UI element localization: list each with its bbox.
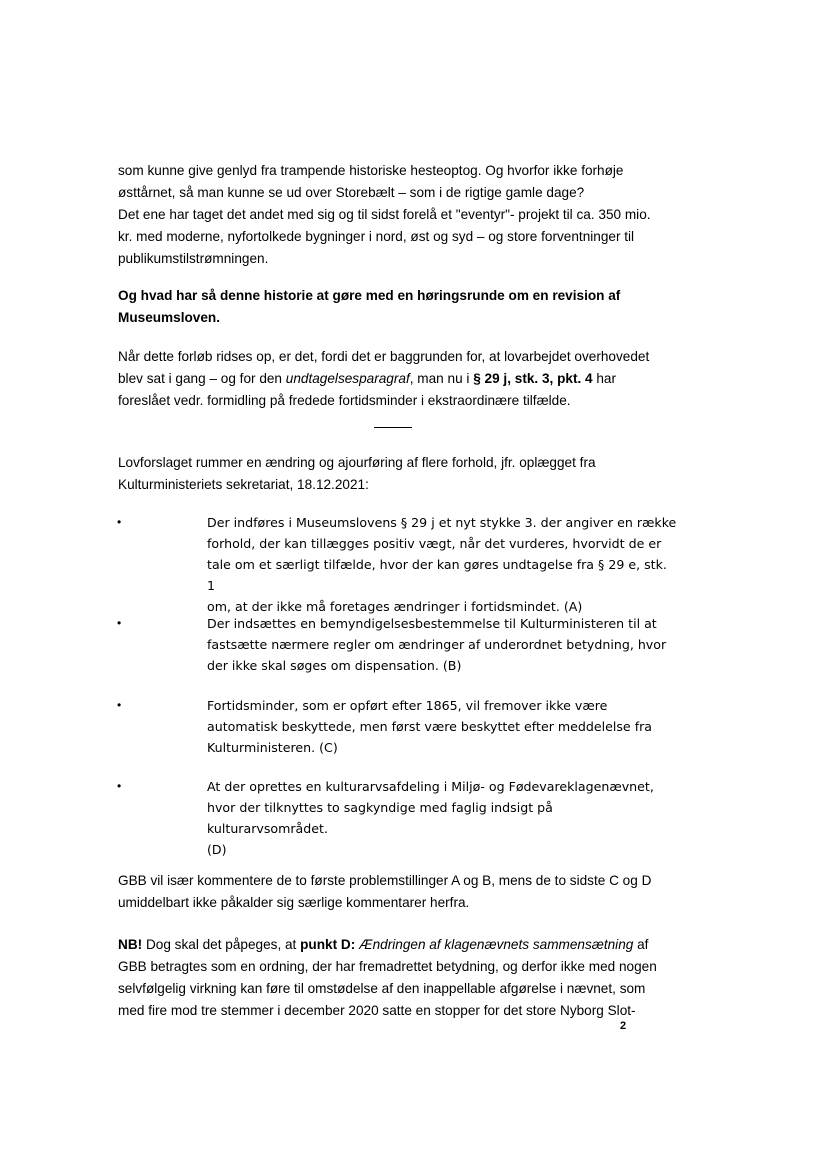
text-line: Der indføres i Museumslovens § 29 j et nyt stykke 3. der angiver en række bbox=[207, 515, 677, 530]
text-line: selvfølgelig virkning kan føre til omstødelse af den inappellable afgørelse i nævnet, som bbox=[118, 981, 646, 996]
bullet-marker: • bbox=[117, 616, 122, 630]
text-line bbox=[118, 934, 678, 956]
bullet-marker: • bbox=[117, 515, 122, 529]
text-line: umiddelbart ikke påkalder sig særlige kommentarer herfra. bbox=[118, 895, 470, 910]
heading-line: Og hvad har så denne historie at gøre med en høringsrunde om en revision af bbox=[118, 288, 621, 303]
text-line: fastsætte nærmere regler om ændringer af underordnet betydning, hvor bbox=[207, 637, 667, 652]
text-line: kr. med moderne, nyfortolkede bygninger i nord, øst og syd – og store forventninger til bbox=[118, 229, 635, 244]
text-line: forhold, der kan tillægges positiv vægt, når det vurderes, hvorvidt de er bbox=[207, 536, 662, 551]
text-line: Når dette forløb ridses op, er det, fordi det er baggrunden for, at lovarbejdet overhovedet bbox=[118, 349, 650, 364]
bullet-item-b bbox=[207, 613, 677, 676]
bullet-item-d bbox=[207, 776, 677, 860]
text-line bbox=[118, 368, 678, 390]
text-line: Lovforslaget rummer en ændring og ajourføring af flere forhold, jfr. oplægget fra bbox=[118, 455, 596, 470]
page-number: 2 bbox=[620, 1020, 627, 1032]
emphasis-text: Ændringen af klagenævnets sammensætning bbox=[359, 937, 634, 952]
text-line: med fire mod tre stemmer i december 2020 satte en stopper for det store Nyborg Slot- bbox=[118, 1003, 636, 1018]
text-line: foreslået vedr. formidling på fredede fortidsminder i ekstraordinære tilfælde. bbox=[118, 393, 571, 408]
text-line: publikumstilstrømningen. bbox=[118, 251, 269, 266]
text-line: At der oprettes en kulturarvsafdeling i Miljø- og Fødevareklagenævnet, bbox=[207, 779, 654, 794]
text-line: Fortidsminder, som er opført efter 1865, vil fremover ikke være bbox=[207, 698, 608, 713]
text-run: har bbox=[592, 371, 617, 386]
paragraph-intro bbox=[118, 160, 678, 270]
nb-label: NB! bbox=[118, 937, 143, 952]
text-line: automatisk beskyttede, men først være beskyttet efter meddelelse fra bbox=[207, 719, 653, 734]
heading-line: Museumsloven. bbox=[118, 310, 220, 325]
paragraph-gbb-comment bbox=[118, 870, 678, 914]
text-line: om, at der ikke må foretages ændringer i fortidsmindet. (A) bbox=[207, 599, 583, 614]
text-line: (D) bbox=[207, 842, 227, 857]
text-line: GBB vil især kommentere de to første problemstillinger A og B, mens de to sidste C og D bbox=[118, 873, 652, 888]
text-line: tale om et særligt tilfælde, hvor der kan gøres undtagelse fra § 29 e, stk. 1 bbox=[207, 557, 667, 593]
bullet-marker: • bbox=[117, 698, 122, 712]
bullet-marker: • bbox=[117, 779, 122, 793]
section-divider bbox=[374, 427, 412, 428]
paragraph-background bbox=[118, 346, 678, 412]
text-line: hvor der tilknyttes to sagkyndige med faglig indsigt på kulturarvsområdet. bbox=[207, 800, 553, 836]
section-heading bbox=[118, 285, 678, 329]
text-line: GBB betragtes som en ordning, der har fremadrettet betydning, og derfor ikke med nogen bbox=[118, 959, 657, 974]
text-run: blev sat i gang – og for den bbox=[118, 371, 286, 386]
text-line: som kunne give genlyd fra trampende historiske hesteoptog. Og hvorfor ikke forhøje bbox=[118, 163, 624, 178]
text-line: Kulturministeriets sekretariat, 18.12.2021: bbox=[118, 477, 369, 492]
bullet-item-a bbox=[207, 512, 677, 617]
bold-reference: punkt D: bbox=[300, 937, 356, 952]
text-line: Det ene har taget det andet med sig og til sidst forelå et "eventyr"- projekt til ca. 350 mio. bbox=[118, 207, 651, 222]
bold-reference: § 29 j, stk. 3, pkt. 4 bbox=[473, 371, 593, 386]
text-line: Kulturministeren. (C) bbox=[207, 740, 338, 755]
paragraph-nb-note bbox=[118, 934, 678, 1022]
bullet-item-c bbox=[207, 695, 677, 758]
paragraph-lovforslag bbox=[118, 452, 678, 496]
text-line: der ikke skal søges om dispensation. (B) bbox=[207, 658, 462, 673]
text-run: af bbox=[633, 937, 649, 952]
emphasis-text: undtagelsesparagraf bbox=[285, 371, 410, 386]
text-line: Der indsættes en bemyndigelsesbestemmelse til Kulturministeren til at bbox=[207, 616, 657, 631]
text-run: , man nu i bbox=[409, 371, 474, 386]
text-run: Dog skal det påpeges, at bbox=[142, 937, 301, 952]
text-line: østtårnet, så man kunne se ud over Storebælt – som i de rigtige gamle dage? bbox=[118, 185, 585, 200]
